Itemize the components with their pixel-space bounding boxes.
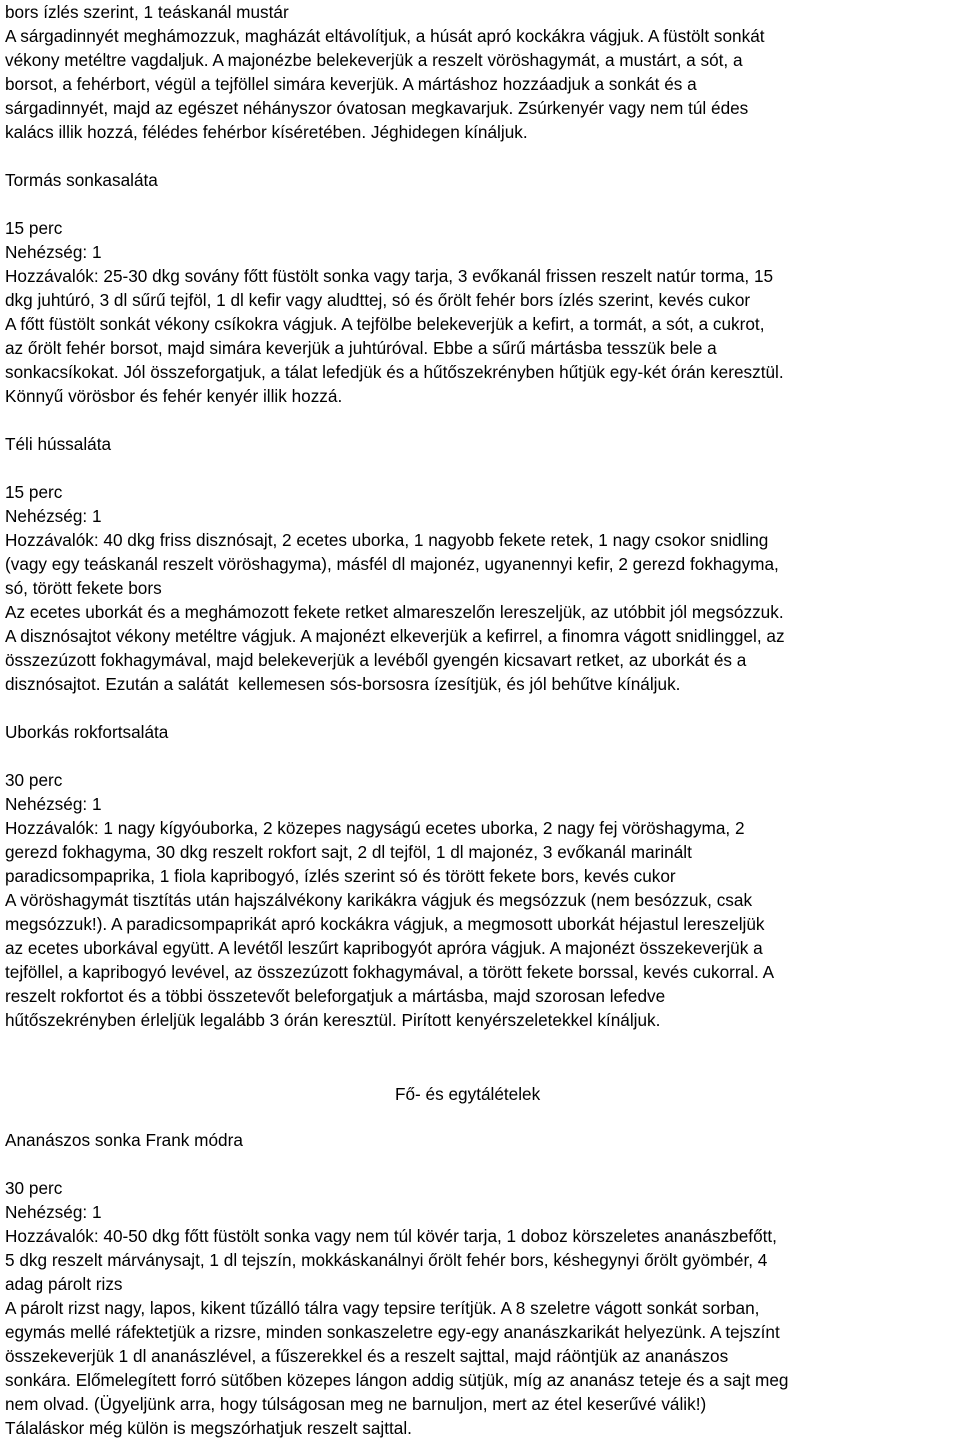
text-line: borsot, a fehérbort, végül a tejföllel simára keverjük. A mártáshoz hozzáadjuk a sonkát és a: [5, 74, 697, 94]
spacer: [5, 192, 955, 216]
spacer: [5, 696, 955, 720]
text-line: megsózzuk!). A paradicsompaprikát apró kockákra vágjuk, a megmosott uborkát héjastul lereszeljük: [5, 914, 765, 934]
text-line: egymás mellé ráfektetjük a rizsre, minden sonkaszeletre egy-egy ananászkarikát helyezünk. A tejszínt: [5, 1322, 780, 1342]
text-line: Hozzávalók: 25-30 dkg sovány főtt füstölt sonka vagy tarja, 3 evőkanál frissen reszelt natúr torma, 15: [5, 266, 774, 286]
section-heading: Fő- és egytálételek: [395, 1084, 541, 1104]
text-line: sonkára. Előmelegített forró sütőben közepes lángon addig sütjük, míg az ananász teteje és a sajt meg: [5, 1370, 789, 1390]
spacer: [5, 456, 955, 480]
text-line: Tálaláskor még külön is megszórhatjuk reszelt sajttal.: [5, 1418, 412, 1438]
text-line: A párolt rizst nagy, lapos, kikent tűzálló tálra vagy tepsire terítjük. A 8 szeletre vágott sonkát sorban,: [5, 1298, 760, 1318]
recipe-time: 30 perc: [5, 1178, 63, 1198]
text-line: sonkacsíkokat. Jól összeforgatjuk, a tálat lefedjük és a hűtőszekrényben hűtjük egy-két órán keresztül.: [5, 362, 784, 382]
text-line: A vöröshagymát tisztítás után hajszálvékony karikákra vágjuk és megsózzuk (nem besózzuk, csak: [5, 890, 753, 910]
text-line: Hozzávalók: 1 nagy kígyóuborka, 2 közepes nagyságú ecetes uborka, 2 nagy fej vöröshagyma, 2: [5, 818, 745, 838]
text-line: A sárgadinnyét meghámozzuk, magházát eltávolítjuk, a húsát apró kockákra vágjuk. A füstölt sonkát: [5, 26, 765, 46]
text-line: 5 dkg reszelt márványsajt, 1 dl tejszín, mokkáskanálnyi őrölt fehér bors, késhegynyi őrölt gyömbér, 4: [5, 1250, 768, 1270]
text-line: összezúzott fokhagymával, majd belekeverjük a levéből gyengén kicsavart retket, az uborkát és a: [5, 650, 747, 670]
text-line: dkg juhtúró, 3 dl sűrű tejföl, 1 dl kefir vagy aludttej, só és őrölt fehér bors ízlés szerint, kevés cukor: [5, 290, 751, 310]
recipe-difficulty: Nehézség: 1: [5, 242, 102, 262]
text-line: az őrölt fehér borsot, majd simára keverjük a juhtúróval. Ebbe a sűrű mártásba tesszük bele a: [5, 338, 717, 358]
spacer: [5, 1152, 955, 1176]
text-line: az ecetes uborkával együtt. A levétől leszűrt kapribogyót apróra vágjuk. A majonézt összekeverjük a: [5, 938, 763, 958]
intro-text: [5, 0, 955, 144]
spacer: [5, 144, 955, 168]
text-line: Hozzávalók: 40 dkg friss disznósajt, 2 ecetes uborka, 1 nagyobb fekete retek, 1 nagy csokor snidling: [5, 530, 769, 550]
recipe-title: Tormás sonkasaláta: [5, 170, 158, 190]
recipe-time: 15 perc: [5, 482, 63, 502]
text-line: tejföllel, a kapribogyó levével, az összezúzott fokhagymával, a törött fekete borssal, kevés cukorral. A: [5, 962, 775, 982]
text-line: Könnyű vörösbor és fehér kenyér illik hozzá.: [5, 386, 343, 406]
text-line: összekeverjük 1 dl ananászlével, a fűszerekkel és a reszelt sajttal, majd ráöntjük az ananászos: [5, 1346, 729, 1366]
text-line: (vagy egy teáskanál reszelt vöröshagyma), másfél dl majonéz, ugyanennyi kefir, 2 gerezd fokhagyma,: [5, 554, 779, 574]
text-line: Hozzávalók: 40-50 dkg főtt füstölt sonka vagy nem túl kövér tarja, 1 doboz körszeletes ananászbefőtt,: [5, 1226, 777, 1246]
recipe-tormas-sonkasalata: [5, 168, 955, 408]
text-line: kalács illik hozzá, félédes fehérbor kíséretében. Jéghidegen kínáljuk.: [5, 122, 528, 142]
recipe-difficulty: Nehézség: 1: [5, 1202, 102, 1222]
spacer: [5, 1032, 955, 1080]
recipe-ananaszos-sonka: [5, 1128, 955, 1440]
text-line: reszelt rokfortot és a többi összetevőt beleforgatjuk a mártásba, majd szorosan lefedve: [5, 986, 666, 1006]
recipe-title: Ananászos sonka Frank módra: [5, 1130, 243, 1150]
spacer: [5, 408, 955, 432]
recipe-uborkas-rokfortsalata: [5, 720, 955, 1032]
recipe-difficulty: Nehézség: 1: [5, 794, 102, 814]
text-line: nem olvad. (Ügyeljünk arra, hogy túlságosan meg ne barnuljon, mert az étel keserűvé válik!): [5, 1394, 707, 1414]
text-line: gerezd fokhagyma, 30 dkg reszelt rokfort sajt, 2 dl tejföl, 1 dl majonéz, 3 evőkanál marinált: [5, 842, 692, 862]
text-line: adag párolt rizs: [5, 1274, 123, 1294]
recipe-difficulty: Nehézség: 1: [5, 506, 102, 526]
text-line: só, törött fekete bors: [5, 578, 162, 598]
text-line: disznósajtot. Ezután a salátát kellemesen sós-borsosra ízesítjük, és jól behűtve kínáljuk.: [5, 674, 681, 694]
text-line: bors ízlés szerint, 1 teáskanál mustár: [5, 2, 289, 22]
text-line: Az ecetes uborkát és a meghámozott fekete retket almareszelőn lereszeljük, az utóbbit jól megsózzuk.: [5, 602, 784, 622]
spacer: [5, 744, 955, 768]
document-page: [5, 0, 955, 1440]
text-line: hűtőszekrényben érleljük legalább 3 órán keresztül. Pirított kenyérszeletekkel kínáljuk.: [5, 1010, 661, 1030]
recipe-teli-hussalata: [5, 432, 955, 696]
text-line: paradicsompaprika, 1 fiola kapribogyó, ízlés szerint só és törött fekete bors, kevés cukor: [5, 866, 676, 886]
recipe-time: 15 perc: [5, 218, 63, 238]
recipe-title: Uborkás rokfortsaláta: [5, 722, 169, 742]
text-line: A disznósajtot vékony metéltre vágjuk. A majonézt elkeverjük a kefirrel, a finomra vágott snidlinggel, az: [5, 626, 785, 646]
text-line: A főtt füstölt sonkát vékony csíkokra vágjuk. A tejfölbe belekeverjük a kefirt, a tormát, a sót, a cukrot,: [5, 314, 765, 334]
text-line: sárgadinnyét, majd az egészet néhányszor óvatosan megkavarjuk. Zsúrkenyér vagy nem túl édes: [5, 98, 749, 118]
spacer: [5, 1104, 955, 1128]
recipe-title: Téli hússaláta: [5, 434, 112, 454]
text-line: vékony metéltre vagdaljuk. A majonézbe belekeverjük a reszelt vöröshagymát, a mustárt, a sót, a: [5, 50, 743, 70]
recipe-time: 30 perc: [5, 770, 63, 790]
